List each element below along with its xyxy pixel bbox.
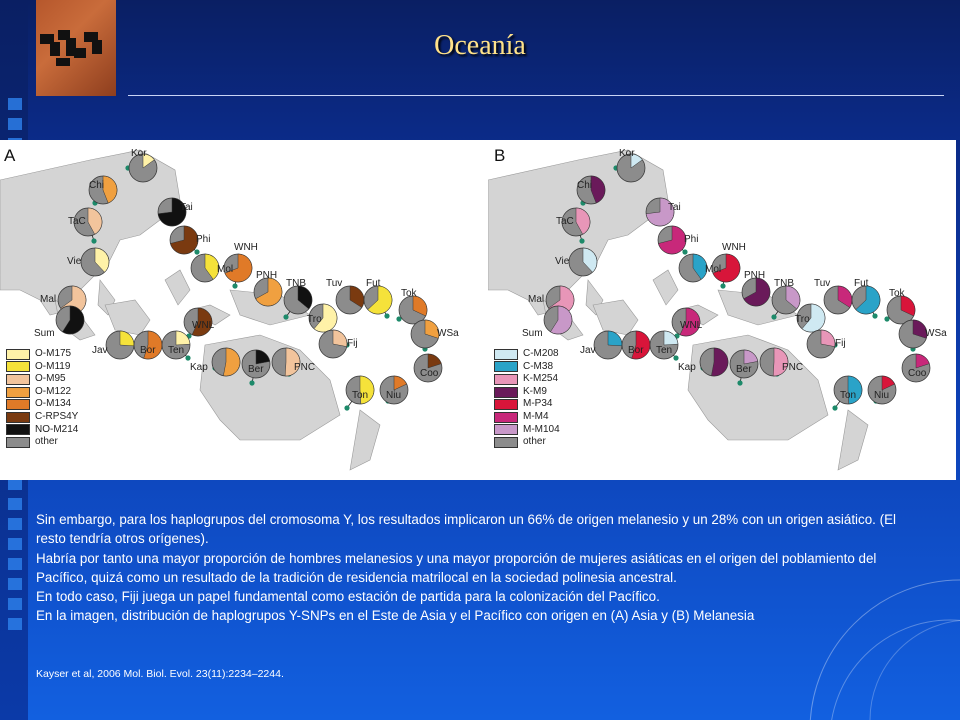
site-label-fij: Fij xyxy=(835,338,846,349)
legend-label: other xyxy=(35,436,58,448)
legend-swatch xyxy=(6,374,30,385)
site-label-tro: Tro xyxy=(795,314,810,325)
legend-label: K-M9 xyxy=(523,385,547,397)
sampling-location-dot xyxy=(185,355,190,360)
legend-label: O-M95 xyxy=(35,373,66,385)
site-label-fut: Fut xyxy=(854,278,869,289)
decorative-square xyxy=(8,98,22,110)
legend-entry xyxy=(494,373,560,386)
site-label-vie: Vie xyxy=(555,256,570,267)
sampling-location-dot xyxy=(344,405,349,410)
site-label-wsa: WSa xyxy=(925,328,947,339)
pie-tuv xyxy=(336,286,364,314)
pie-jav xyxy=(594,331,622,359)
site-label-kor: Kor xyxy=(131,148,147,159)
sampling-location-dot xyxy=(283,314,288,319)
site-label-fut: Fut xyxy=(366,278,381,289)
pie-slice xyxy=(333,330,347,347)
site-label-tai: Tai xyxy=(668,202,681,213)
site-label-mal: Mal xyxy=(528,294,545,305)
sampling-location-dot xyxy=(737,380,742,385)
legend-entry xyxy=(494,361,560,374)
title-divider xyxy=(128,95,944,96)
site-label-mol: Mol xyxy=(705,264,722,275)
legend-label: O-M175 xyxy=(35,348,72,359)
site-label-ton: Ton xyxy=(840,390,857,401)
site-label-tac: TaC xyxy=(556,216,574,227)
landmass xyxy=(653,270,678,305)
site-label-fij: Fij xyxy=(347,338,358,349)
site-label-niu: Niu xyxy=(386,390,402,401)
legend-swatch xyxy=(6,424,30,435)
site-label-wnh: WNH xyxy=(722,242,746,253)
legend-swatch xyxy=(494,399,518,410)
pie-wsa xyxy=(411,320,439,348)
sampling-location-dot xyxy=(832,405,837,410)
site-label-tnb: TNB xyxy=(286,278,306,289)
panel-a-legend xyxy=(6,348,78,449)
site-label-kor: Kor xyxy=(619,148,635,159)
site-label-tuv: Tuv xyxy=(814,278,831,289)
legend-swatch xyxy=(494,387,518,398)
decorative-square xyxy=(8,498,22,510)
site-label-tok: Tok xyxy=(889,288,905,299)
pie-fij xyxy=(319,330,347,358)
sampling-location-dot xyxy=(194,249,199,254)
panel-b xyxy=(488,140,960,480)
citation: Kayser et al, 2006 Mol. Biol. Evol. 23(11):2234–2244. xyxy=(36,668,284,680)
legend-swatch xyxy=(494,412,518,423)
site-label-chi: Chi xyxy=(89,180,105,191)
legend-swatch xyxy=(6,399,30,410)
site-label-ber: Ber xyxy=(248,364,264,375)
legend-entry xyxy=(6,386,78,399)
site-label-coo: Coo xyxy=(908,368,927,379)
paragraph: Sin embargo, para los haplogrupos del cromosoma Y, los resultados implicaron un 66% de origen melanesio y un 28% con un origen asiático. (El resto tendría otros orígenes). xyxy=(36,512,896,547)
pie-fij xyxy=(807,330,835,358)
site-label-tac: TaC xyxy=(68,216,86,227)
legend-label: C-M208 xyxy=(523,348,559,359)
site-label-kap: Kap xyxy=(678,362,696,373)
legend-label: K-M254 xyxy=(523,373,559,385)
site-label-kap: Kap xyxy=(190,362,208,373)
decorative-arcs xyxy=(700,560,960,720)
decorative-square xyxy=(8,618,22,630)
legend-swatch xyxy=(494,361,518,372)
panel-b-legend xyxy=(494,348,560,449)
legend-swatch xyxy=(6,361,30,372)
panel-a-letter: A xyxy=(4,146,16,165)
legend-label: O-M122 xyxy=(35,385,72,397)
panel-a xyxy=(0,140,478,480)
legend-label: M-M104 xyxy=(523,423,560,435)
site-label-ber: Ber xyxy=(736,364,752,375)
legend-swatch xyxy=(6,437,30,448)
pie-pnh xyxy=(254,278,282,306)
sampling-location-dot xyxy=(232,283,237,288)
legend-swatch xyxy=(6,387,30,398)
slide-title: Oceanía xyxy=(434,30,526,61)
pie-phi xyxy=(658,226,686,254)
site-label-bor: Bor xyxy=(140,345,156,356)
legend-entry xyxy=(6,436,78,449)
site-label-pnh: PNH xyxy=(744,270,766,281)
pie-tnb xyxy=(772,286,800,314)
haplogroup-map-figure xyxy=(0,140,956,480)
pie-tuv xyxy=(824,286,852,314)
sampling-location-dot xyxy=(720,283,725,288)
legend-entry xyxy=(494,386,560,399)
pie-sum xyxy=(544,306,572,334)
site-label-pnc: PNC xyxy=(782,362,804,373)
legend-entry xyxy=(494,424,560,437)
pie-kap xyxy=(212,348,240,376)
legend-entry xyxy=(494,411,560,424)
pie-slice xyxy=(664,331,678,345)
legend-swatch xyxy=(494,374,518,385)
pie-fut xyxy=(852,286,880,314)
legend-entry xyxy=(6,373,78,386)
legend-entry xyxy=(6,361,78,374)
pie-tnb xyxy=(284,286,312,314)
panel-b-letter: B xyxy=(494,146,506,165)
pie-jav xyxy=(106,331,134,359)
legend-entry xyxy=(6,424,78,437)
decorative-square xyxy=(8,518,22,530)
site-label-pnh: PNH xyxy=(256,270,278,281)
pie-tok xyxy=(887,296,915,324)
site-label-phi: Phi xyxy=(196,234,211,245)
site-label-bor: Bor xyxy=(628,345,644,356)
legend-entry xyxy=(6,348,78,361)
site-label-phi: Phi xyxy=(684,234,699,245)
legend-swatch xyxy=(494,349,518,360)
legend-swatch xyxy=(6,412,30,423)
sampling-location-dot xyxy=(771,314,776,319)
legend-entry xyxy=(494,348,560,361)
legend-label: M-M4 xyxy=(523,410,549,422)
paragraph: Habría por tanto una mayor proporción de hombres melanesios y una mayor proporción de mujeres asiáticas en el origen del poblamiento del Pacífico, quizá como un resultado de la tradición de residencia matrilocal en la sociedad polinesia ancestral. xyxy=(36,550,877,585)
pie-sum xyxy=(56,306,84,334)
site-label-niu: Niu xyxy=(874,390,890,401)
legend-entry xyxy=(6,411,78,424)
site-label-sum: Sum xyxy=(34,328,55,339)
sampling-location-dot xyxy=(682,249,687,254)
decorative-square xyxy=(8,118,22,130)
landmass xyxy=(165,270,190,305)
site-label-jav: Jav xyxy=(580,345,596,356)
legend-label: M-P34 xyxy=(523,398,553,410)
paragraph: En la imagen, distribución de haplogrupos Y-SNPs en el Este de Asia y el Pacífico con origen en (A) Asia y (B) Melanesia xyxy=(36,608,755,624)
legend-entry xyxy=(494,398,560,411)
pie-mol xyxy=(679,254,707,282)
pie-tok xyxy=(399,296,427,324)
landmass xyxy=(593,300,638,335)
legend-swatch xyxy=(494,437,518,448)
site-label-wnh: WNH xyxy=(234,242,258,253)
legend-swatch xyxy=(494,424,518,435)
landmass xyxy=(105,300,150,335)
landmass xyxy=(838,410,868,470)
site-label-ton: Ton xyxy=(352,390,369,401)
site-label-tok: Tok xyxy=(401,288,417,299)
pie-mol xyxy=(191,254,219,282)
sampling-location-dot xyxy=(872,313,877,318)
site-label-tnb: TNB xyxy=(774,278,794,289)
site-label-mol: Mol xyxy=(217,264,234,275)
pie-slice xyxy=(176,331,190,345)
legend-entry xyxy=(494,436,560,449)
legend-label: NO-M214 xyxy=(35,423,79,435)
pie-phi xyxy=(170,226,198,254)
decorative-square xyxy=(8,598,22,610)
sampling-location-dot xyxy=(579,238,584,243)
site-label-pnc: PNC xyxy=(294,362,316,373)
pie-vie xyxy=(569,248,597,276)
sampling-location-dot xyxy=(673,355,678,360)
legend-label: other xyxy=(523,436,546,448)
site-label-mal: Mal xyxy=(40,294,57,305)
site-label-wnl: WNL xyxy=(680,320,703,331)
legend-swatch xyxy=(6,349,30,360)
site-label-wnl: WNL xyxy=(192,320,215,331)
site-label-coo: Coo xyxy=(420,368,439,379)
site-label-tuv: Tuv xyxy=(326,278,343,289)
legend-label: C-RPS4Y xyxy=(35,410,79,422)
legend-label: C-M38 xyxy=(523,360,554,372)
sampling-location-dot xyxy=(91,238,96,243)
legend-entry xyxy=(6,398,78,411)
site-label-ten: Ten xyxy=(656,345,673,356)
decorative-square xyxy=(8,538,22,550)
decorative-square xyxy=(8,578,22,590)
legend-label: O-M134 xyxy=(35,398,72,410)
site-label-tai: Tai xyxy=(180,202,193,213)
pie-pnh xyxy=(742,278,770,306)
site-label-wsa: WSa xyxy=(437,328,459,339)
sampling-location-dot xyxy=(249,380,254,385)
site-label-jav: Jav xyxy=(92,345,108,356)
legend-label: O-M119 xyxy=(35,360,71,372)
site-label-tro: Tro xyxy=(307,314,322,325)
landmass xyxy=(350,410,380,470)
site-label-vie: Vie xyxy=(67,256,82,267)
pie-vie xyxy=(81,248,109,276)
paragraph: En todo caso, Fiji juega un papel fundamental como estación de partida para la colonización del Pacífico. xyxy=(36,589,660,605)
pie-wsa xyxy=(899,320,927,348)
pie-kap xyxy=(700,348,728,376)
site-label-sum: Sum xyxy=(522,328,543,339)
decorative-square xyxy=(8,558,22,570)
pie-fut xyxy=(364,286,392,314)
site-label-chi: Chi xyxy=(577,180,593,191)
sampling-location-dot xyxy=(384,313,389,318)
site-label-ten: Ten xyxy=(168,345,185,356)
pie-slice xyxy=(821,330,835,347)
